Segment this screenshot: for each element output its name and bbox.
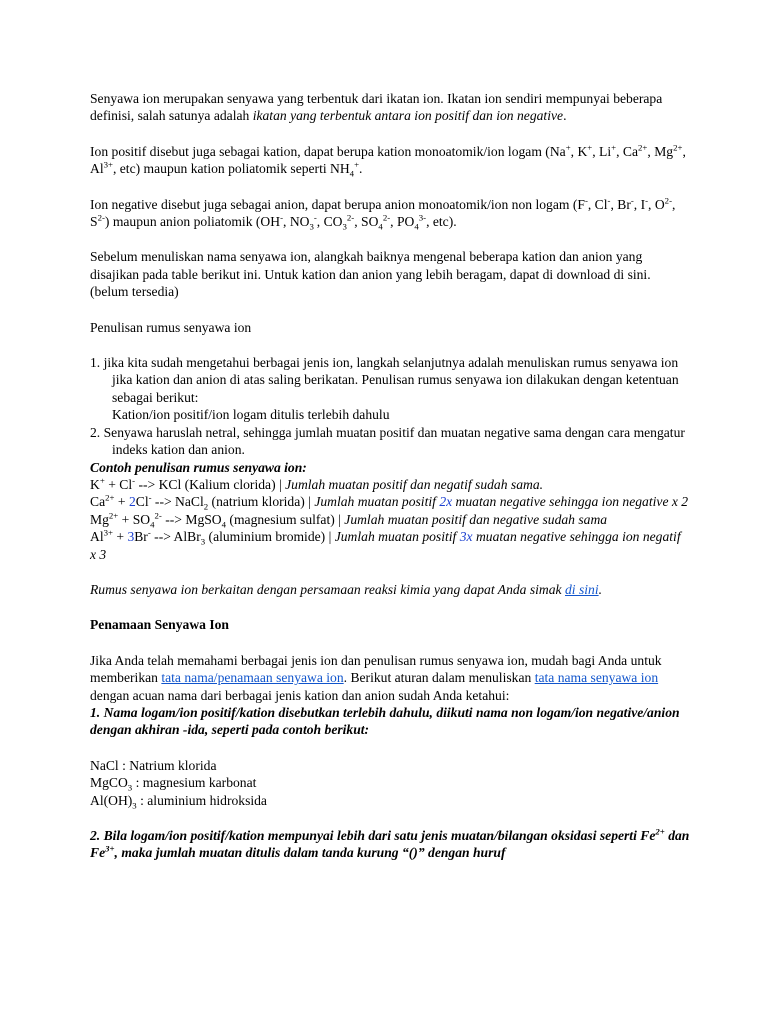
example-note: Jumlah muatan positif dan negatif sudah sama.: [285, 476, 544, 492]
anion-text: , O: [648, 196, 665, 212]
formula-text: --> KCl (Kalium clorida) |: [135, 476, 286, 492]
anion-text: , SO: [354, 214, 379, 230]
kation-text: , Li: [592, 143, 612, 159]
paragraph-jika: [90, 652, 690, 704]
example-note: Jumlah muatan positif: [314, 494, 440, 510]
link-tata-nama-penamaan[interactable]: tata nama/penamaan senyawa ion: [161, 670, 344, 686]
anion-text: , Br: [610, 196, 631, 212]
formula-text: MgCO: [90, 775, 128, 791]
rules-list: [90, 354, 690, 458]
anion-text: ) maupun anion poliatomik (OH: [104, 214, 281, 230]
charge-sup: -: [132, 475, 136, 486]
f-charge: -: [584, 195, 588, 206]
kation-text: , K: [570, 143, 588, 159]
formula-text: Mg: [90, 511, 109, 527]
kation-text: .: [359, 161, 363, 177]
kation-text: Ion positif disebut juga sebagai kation, dapat berupa kation monoatomik/ion logam (Na: [90, 143, 566, 159]
list-item-2: 2. Senyawa haruslah netral, sehingga jumlah muatan positif dan muatan negative sama dengan cara mengatur indeks kation dan anion.: [90, 424, 685, 458]
formula-text: Cl: [135, 494, 149, 510]
example-note: muatan negative sehingga ion negative x 2: [452, 494, 689, 510]
formula-text: Al: [90, 529, 104, 545]
formula-text: Al(OH): [90, 792, 133, 808]
charge-sup: -: [148, 492, 152, 503]
list-item-1: [90, 354, 690, 424]
anion-text: , NO: [283, 214, 310, 230]
formula-text: K: [90, 476, 100, 492]
intro-end: .: [563, 108, 567, 124]
formula-text: + SO: [118, 511, 151, 527]
li-charge: +: [611, 142, 617, 153]
po4-index: 4: [414, 221, 419, 232]
anion-text: Ion negative disebut juga sebagai anion, dapat berupa anion monoatomik/ion non logam (F: [90, 196, 585, 212]
no3-charge: -: [313, 212, 317, 223]
paragraph-sebelum: Sebelum menuliskan nama senyawa ion, alangkah baiknya mengenal beberapa kation dan anion yang disajikan pada table berikut ini. Untuk kation dan anion yang lebih beragam, dapat di download di sini. (belum tersedia): [90, 249, 651, 300]
anion-text: , CO: [316, 214, 343, 230]
formula-text: Ca: [90, 494, 106, 510]
oh-charge: -: [280, 212, 284, 223]
intro-text: Senyawa ion merupakan senyawa yang terbentuk dari ikatan ion. Ikatan ion sendiri mempunyai beberapa definisi, salah satunya adalah: [90, 91, 663, 124]
s-charge: 2-: [97, 212, 105, 223]
rumus-end: .: [598, 581, 603, 597]
list-item-1-text: 1. jika kita sudah mengetahui berbagai jenis ion, langkah selanjutnya adalah menuliskan rumus senyawa ion jika kation dan anion di atas saling berikatan. Penulisan rumus senyawa ion dilakukan dengan ketentuan sebagai berikut:: [90, 355, 679, 405]
coefficient: 2: [128, 494, 136, 510]
rule-2: [90, 827, 690, 862]
example-kcl: [90, 476, 690, 493]
rule-1: 1. Nama logam/ion positif/kation disebutkan terlebih dahulu, diikuti nama non logam/ion negative/anion dengan akhiran -ida, seperti pada contoh berikut:: [90, 704, 680, 738]
contoh-heading: Contoh penulisan rumus senyawa ion:: [90, 459, 307, 475]
index-sub: 3: [127, 782, 133, 793]
cl-charge: -: [607, 195, 611, 206]
ca-charge: 2+: [638, 142, 648, 153]
no3-index: 3: [309, 221, 314, 232]
mg-charge: 2+: [673, 142, 683, 153]
nh4-charge: +: [354, 159, 360, 170]
charge-sup: 3+: [103, 527, 113, 538]
formula-text: +: [112, 529, 128, 545]
jika-text: Jika Anda telah memahami berbagai jenis ion dan penulisan rumus senyawa ion, mudah bagi Anda untuk memberikan: [90, 652, 662, 686]
coefficient: 3: [127, 529, 135, 545]
charge-sup: 2-: [154, 510, 162, 521]
charge-sup: 2+: [108, 510, 119, 521]
so4-charge: 2-: [382, 212, 391, 223]
example-nacl2: [90, 492, 690, 513]
o-charge: 2-: [664, 195, 672, 206]
anion-text: , Cl: [587, 196, 608, 212]
note-coefficient: 2x: [439, 494, 453, 510]
index-sub: 4: [221, 519, 227, 530]
rule2-text: 2. Bila logam/ion positif/kation mempunyai lebih dari satu jenis muatan/bilangan oksidasi seperti Fe: [90, 828, 656, 843]
co3-index: 3: [342, 221, 347, 232]
index-sub: 2: [203, 502, 209, 513]
rule2-text: dan Fe: [90, 828, 690, 861]
naming-examples: [90, 757, 690, 809]
example-note: Jumlah muatan positif: [334, 529, 460, 545]
example-nacl-name: NaCl : Natrium klorida: [90, 757, 217, 773]
kation-text: , Mg: [647, 143, 674, 159]
rumus-text: Rumus senyawa ion berkaitan dengan persamaan reaksi kimia yang dapat Anda simak: [90, 581, 565, 597]
formula-text: Br: [134, 529, 148, 545]
anion-text: , PO: [390, 214, 415, 230]
co3-charge: 2-: [346, 212, 355, 223]
document-body: [90, 90, 690, 862]
index-sub: 4: [150, 519, 155, 530]
jika-text: dengan acuan nama dari berbagai jenis kation dan anion sudah Anda ketahui:: [90, 687, 510, 703]
charge-sup: 2+: [105, 492, 115, 503]
example-mgso4: [90, 511, 690, 528]
charge-sup: +: [99, 475, 105, 486]
intro-italic: ikatan yang terbentuk antara ion positif dan ion negative: [252, 108, 564, 124]
formula-text: +: [114, 494, 129, 510]
heading-penamaan: Penamaan Senyawa Ion: [90, 617, 229, 633]
note-coefficient: 3x: [459, 529, 473, 545]
example-albr3: [90, 528, 690, 563]
na-charge: +: [565, 142, 571, 153]
po4-charge: 3-: [418, 212, 427, 223]
formula-text: + Cl: [104, 476, 133, 492]
index-sub: 3: [200, 536, 206, 547]
anion-text: , I: [633, 196, 646, 212]
formula-text: : magnesium karbonat: [132, 775, 257, 791]
formula-text: (natrium klorida) |: [208, 494, 315, 510]
paragraph-anion: [90, 196, 690, 231]
example-note: muatan negative sehingga ion negatif x 3: [90, 529, 681, 562]
formula-text: (magnesium sulfat) |: [226, 511, 345, 527]
formula-text: --> NaCl: [151, 494, 204, 510]
index-sub: 3: [132, 800, 137, 811]
list-item-1-subtext: Kation/ion positif/ion logam ditulis terlebih dahulu: [112, 407, 390, 423]
nh4-index: 4: [349, 168, 355, 179]
kation-text: , Ca: [616, 143, 639, 159]
example-note: Jumlah muatan positif dan negative sudah sama: [344, 511, 608, 527]
formula-text: --> MgSO: [161, 511, 222, 527]
formula-text: (aluminium bromide) |: [205, 529, 335, 545]
formula-text: --> AlBr: [150, 529, 201, 545]
so4-index: 4: [378, 221, 383, 232]
jika-text: . Berikut aturan dalam menuliskan: [343, 670, 535, 686]
paragraph-kation: [90, 143, 690, 178]
al-charge: 3+: [103, 159, 113, 170]
example-aloh3-name: [90, 792, 690, 809]
kation-text: , etc) maupun kation poliatomik seperti NH: [112, 161, 350, 177]
paragraph-intro: [90, 90, 690, 125]
section-title-penulisan: Penulisan rumus senyawa ion: [90, 319, 252, 335]
charge-sup: -: [147, 527, 151, 538]
k-charge: +: [587, 142, 593, 153]
formula-text: : aluminium hidroksida: [136, 792, 267, 808]
paragraph-rumus: [90, 581, 690, 598]
fe3-charge: 3+: [105, 843, 115, 854]
i-charge: -: [645, 195, 649, 206]
br-charge: -: [630, 195, 634, 206]
rule2-text: , maka jumlah muatan ditulis dalam tanda kurung “()” dengan huruf: [114, 845, 506, 861]
link-di-sini[interactable]: di sini: [564, 581, 599, 597]
example-mgco3-name: [90, 774, 690, 791]
anion-text: , S: [90, 196, 676, 230]
fe2-charge: 2+: [655, 826, 665, 837]
anion-text: , etc).: [426, 214, 457, 230]
kation-text: , Al: [90, 143, 686, 177]
link-tata-nama-senyawa[interactable]: tata nama senyawa ion: [534, 670, 659, 686]
